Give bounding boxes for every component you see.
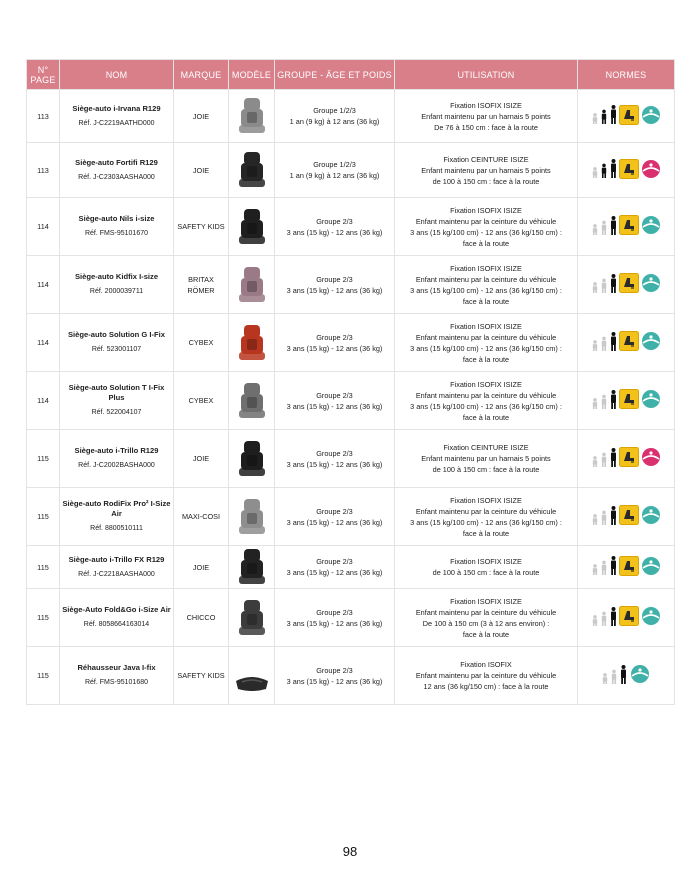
- header-page: N° PAGE: [27, 60, 60, 90]
- usage-line: 3 ans (15 kg/100 cm) - 12 ans (36 kg/150 cm) :: [410, 517, 562, 527]
- product-reference: Réf. 2000039711: [89, 288, 144, 295]
- car-seat-image: [232, 655, 272, 697]
- usage-line: De 100 à 150 cm (3 à 12 ans environ) :: [422, 618, 550, 628]
- product-name: Siège-auto i-Trillo R129: [74, 446, 159, 455]
- page-number: 98: [342, 844, 358, 859]
- cell-brand: CHICCO: [174, 589, 229, 647]
- cell-usage: [395, 256, 578, 314]
- usage-line: Enfant maintenu par la ceinture du véhicule: [415, 607, 557, 617]
- product-name: Siège-auto i-Trillo FX R129: [68, 554, 165, 564]
- isofix-yellow-icon: [619, 273, 639, 296]
- cell-norms: [578, 430, 675, 488]
- usage-line: face à la route: [462, 412, 510, 422]
- cell-norms: [578, 546, 675, 589]
- isofix-yellow-icon: [619, 331, 639, 354]
- table-row: [27, 647, 675, 705]
- cell-norms: [578, 256, 675, 314]
- group-line: 3 ans (15 kg) - 12 ans (36 kg): [286, 618, 383, 628]
- cell-norms: [578, 314, 675, 372]
- car-seat-image: [232, 264, 272, 306]
- cell-usage: [395, 488, 578, 546]
- isofix-yellow-icon: [619, 215, 639, 238]
- usage-line: 3 ans (15 kg/100 cm) - 12 ans (36 kg/150 cm) :: [410, 343, 562, 353]
- cell-usage: [395, 430, 578, 488]
- usage-line: Fixation ISOFIX ISIZE: [450, 596, 522, 606]
- baby-grey-icon: [591, 216, 599, 238]
- table-row: [27, 372, 675, 430]
- cell-page: 115: [27, 488, 60, 546]
- cell-model: [229, 314, 275, 372]
- car-seat-image: [232, 322, 272, 364]
- baby-grey-icon: [591, 159, 599, 181]
- product-reference: Réf. 8058664163014: [83, 621, 150, 628]
- table-row: [27, 256, 675, 314]
- usage-line: Fixation ISOFIX: [460, 660, 512, 669]
- baby-grey-icon: [591, 274, 599, 296]
- cell-usage: [395, 314, 578, 372]
- product-reference: Réf. J-C2219AATHD000: [78, 119, 155, 127]
- group-line: Groupe 1/2/3: [313, 160, 356, 169]
- usage-line: de 100 à 150 cm : face à la route: [432, 465, 540, 474]
- cell-name: [60, 372, 174, 430]
- adult-black-icon: [609, 105, 618, 127]
- usage-line: face à la route: [462, 354, 510, 364]
- group-line: Groupe 2/3: [316, 506, 353, 516]
- cell-group: [275, 546, 395, 589]
- cell-norms: [578, 198, 675, 256]
- cell-group: [275, 90, 395, 143]
- table-row: [27, 198, 675, 256]
- adult-black-icon: [609, 506, 618, 528]
- adult-black-icon: [609, 448, 618, 470]
- product-name: Siège-auto i-Irvana R129: [72, 103, 161, 113]
- table-row: [27, 430, 675, 488]
- child-grey-icon: [600, 390, 608, 412]
- usage-line: Enfant maintenu par la ceinture du véhicule: [415, 274, 557, 284]
- usage-line: face à la route: [462, 238, 510, 248]
- product-reference: Réf. J-C2303AASHA000: [78, 173, 155, 181]
- usage-line: Enfant maintenu par la ceinture du véhicule: [415, 671, 557, 680]
- product-name: Réhausseur Java I-fix: [77, 663, 156, 672]
- group-line: 3 ans (15 kg) - 12 ans (36 kg): [286, 285, 383, 295]
- product-reference: Réf. J-C2002BASHA000: [78, 462, 155, 469]
- child-grey-icon: [610, 665, 618, 687]
- cell-model: [229, 372, 275, 430]
- group-line: Groupe 1/2/3: [313, 106, 356, 115]
- cell-brand: BRITAX RÖMER: [174, 256, 229, 314]
- isofix-yellow-icon: [619, 505, 639, 528]
- cell-brand: CYBEX: [174, 372, 229, 430]
- group-line: Groupe 2/3: [316, 274, 353, 284]
- header-group: GROUPE - ÂGE ET POIDS: [275, 60, 395, 90]
- cell-model: [229, 430, 275, 488]
- cell-usage: [395, 90, 578, 143]
- product-name: Siège-auto Kidfix I-size: [74, 272, 159, 281]
- product-reference: Réf. FMS-95101680: [84, 679, 149, 686]
- cell-norms: [578, 372, 675, 430]
- group-line: Groupe 2/3: [316, 557, 353, 566]
- cell-page: 114: [27, 314, 60, 372]
- adult-black-icon: [609, 556, 618, 578]
- cell-page: 114: [27, 256, 60, 314]
- group-line: 3 ans (15 kg) - 12 ans (36 kg): [286, 517, 383, 527]
- usage-line: Enfant maintenu par la ceinture du véhicule: [415, 216, 557, 226]
- group-line: Groupe 2/3: [316, 216, 353, 226]
- cell-group: [275, 256, 395, 314]
- cell-model: [229, 546, 275, 589]
- product-reference: Réf. 8800510111: [90, 525, 143, 532]
- cell-page: 113: [27, 90, 60, 143]
- cell-model: [229, 143, 275, 198]
- cell-name: [60, 430, 174, 488]
- child-grey-icon: [600, 506, 608, 528]
- cell-norms: [578, 647, 675, 705]
- baby-grey-icon: [591, 556, 599, 578]
- norms-icons: [579, 556, 673, 579]
- norms-icons: [579, 389, 673, 412]
- table-row: [27, 589, 675, 647]
- group-line: 1 an (9 kg) à 12 ans (36 kg): [289, 171, 380, 180]
- cell-norms: [578, 488, 675, 546]
- usage-line: Enfant maintenu par la ceinture du véhicule: [415, 506, 557, 516]
- usage-line: Enfant maintenu par la ceinture du véhicule: [415, 390, 557, 400]
- cell-group: [275, 589, 395, 647]
- group-line: Groupe 2/3: [316, 448, 353, 458]
- cell-brand: JOIE: [174, 430, 229, 488]
- norms-icons: [579, 664, 673, 687]
- baby-grey-icon: [591, 105, 599, 127]
- cell-model: [229, 90, 275, 143]
- group-line: 3 ans (15 kg) - 12 ans (36 kg): [286, 401, 383, 411]
- usage-line: De 76 à 150 cm : face à la route: [434, 122, 538, 132]
- usage-line: face à la route: [462, 629, 510, 639]
- usage-line: Fixation ISOFIX ISIZE: [450, 557, 522, 566]
- table-row: [27, 546, 675, 589]
- norms-icons: [579, 273, 673, 296]
- table-row: [27, 314, 675, 372]
- usage-line: de 100 à 150 cm : face à la route: [432, 176, 540, 186]
- usage-line: Fixation ISOFIX ISIZE: [450, 263, 522, 273]
- cell-name: [60, 647, 174, 705]
- car-seat-image: [232, 597, 272, 639]
- header-brand: MARQUE: [174, 60, 229, 90]
- cell-page: 113: [27, 143, 60, 198]
- isofix-yellow-icon: [619, 556, 639, 579]
- child-grey-icon: [600, 448, 608, 470]
- cell-model: [229, 647, 275, 705]
- usage-line: Fixation ISOFIX ISIZE: [450, 321, 522, 331]
- cell-usage: [395, 647, 578, 705]
- cell-name: [60, 546, 174, 589]
- group-line: 1 an (9 kg) à 12 ans (36 kg): [289, 117, 380, 126]
- cell-name: [60, 90, 174, 143]
- car-seat-image: [232, 206, 272, 248]
- usage-line: Enfant maintenu par un harnais 5 points: [421, 111, 551, 121]
- product-reference: Réf. FMS-95101670: [84, 230, 149, 237]
- usage-line: Fixation ISOFIX ISIZE: [450, 495, 522, 505]
- car-seat-image: [232, 438, 272, 480]
- isize-teal-icon: [640, 215, 662, 238]
- adult-black-icon: [609, 332, 618, 354]
- isize-pink-icon: [640, 447, 662, 470]
- cell-brand: SAFETY KIDS: [174, 647, 229, 705]
- cell-group: [275, 647, 395, 705]
- product-name: Siège-auto Solution G I-Fix: [67, 330, 166, 339]
- product-name: Siège-auto Solution T I-Fix Plus: [68, 383, 165, 402]
- group-line: 3 ans (15 kg) - 12 ans (36 kg): [286, 459, 383, 469]
- car-seat-image: [232, 546, 272, 588]
- cell-model: [229, 256, 275, 314]
- cell-group: [275, 488, 395, 546]
- table-row: [27, 90, 675, 143]
- cell-page: 115: [27, 430, 60, 488]
- car-seat-image: [232, 95, 272, 137]
- isofix-yellow-icon: [619, 606, 639, 629]
- usage-line: Fixation CEINTURE ISIZE: [443, 443, 529, 452]
- baby-grey-icon: [591, 607, 599, 629]
- isofix-yellow-icon: [619, 105, 639, 128]
- header-usage: UTILISATION: [395, 60, 578, 90]
- cell-group: [275, 314, 395, 372]
- cell-group: [275, 430, 395, 488]
- child-black-icon: [600, 159, 608, 181]
- usage-line: Fixation ISOFIX ISIZE: [450, 205, 522, 215]
- isofix-yellow-icon: [619, 159, 639, 182]
- baby-grey-icon: [591, 506, 599, 528]
- isofix-yellow-icon: [619, 389, 639, 412]
- norms-icons: [579, 215, 673, 238]
- cell-usage: [395, 589, 578, 647]
- product-name: Siège-auto RodiFix Pro² I-Size Air: [62, 499, 171, 518]
- usage-line: face à la route: [462, 528, 510, 538]
- cell-model: [229, 198, 275, 256]
- cell-page: 114: [27, 372, 60, 430]
- cell-name: [60, 256, 174, 314]
- header-name: NOM: [60, 60, 174, 90]
- usage-line: face à la route: [462, 296, 510, 306]
- car-seat-image: [232, 149, 272, 191]
- cell-name: [60, 589, 174, 647]
- isize-teal-icon: [640, 331, 662, 354]
- cell-brand: JOIE: [174, 143, 229, 198]
- isize-teal-icon: [640, 606, 662, 629]
- cell-brand: JOIE: [174, 90, 229, 143]
- child-black-icon: [600, 105, 608, 127]
- group-line: 3 ans (15 kg) - 12 ans (36 kg): [286, 676, 383, 686]
- isize-teal-icon: [640, 105, 662, 128]
- product-reference: Réf. J-C2218AASHA000: [78, 570, 155, 578]
- child-grey-icon: [600, 607, 608, 629]
- child-grey-icon: [600, 274, 608, 296]
- table-row: [27, 488, 675, 546]
- table-header-row: [27, 60, 675, 90]
- usage-line: Fixation ISOFIX ISIZE: [450, 379, 522, 389]
- child-grey-icon: [600, 216, 608, 238]
- usage-line: 3 ans (15 kg/100 cm) - 12 ans (36 kg/150 cm) :: [410, 227, 562, 237]
- group-line: Groupe 2/3: [316, 332, 353, 342]
- group-line: 3 ans (15 kg) - 12 ans (36 kg): [286, 568, 383, 577]
- cell-usage: [395, 372, 578, 430]
- child-grey-icon: [600, 556, 608, 578]
- product-name: Siège-Auto Fold&Go i-Size Air: [62, 605, 171, 614]
- cell-name: [60, 314, 174, 372]
- group-line: 3 ans (15 kg) - 12 ans (36 kg): [286, 227, 383, 237]
- norms-icons: [579, 606, 673, 629]
- baby-grey-icon: [591, 332, 599, 354]
- cell-usage: [395, 198, 578, 256]
- usage-line: 12 ans (36 kg/150 cm) : face à la route: [423, 682, 549, 691]
- baby-grey-icon: [591, 448, 599, 470]
- group-line: Groupe 2/3: [316, 607, 353, 617]
- header-norms: NORMES: [578, 60, 675, 90]
- usage-line: 3 ans (15 kg/100 cm) - 12 ans (36 kg/150 cm) :: [410, 401, 562, 411]
- usage-line: Fixation ISOFIX ISIZE: [450, 100, 522, 110]
- car-seat-image: [232, 380, 272, 422]
- cell-name: [60, 143, 174, 198]
- cell-usage: [395, 143, 578, 198]
- header-model: MODÈLE: [229, 60, 275, 90]
- cell-page: 115: [27, 546, 60, 589]
- baby-grey-icon: [601, 665, 609, 687]
- isize-pink-icon: [640, 159, 662, 182]
- isize-teal-icon: [640, 273, 662, 296]
- cell-name: [60, 198, 174, 256]
- cell-model: [229, 488, 275, 546]
- norms-icons: [579, 331, 673, 354]
- cell-norms: [578, 589, 675, 647]
- product-reference: Réf. 522004107: [91, 409, 142, 416]
- cell-norms: [578, 143, 675, 198]
- cell-page: 114: [27, 198, 60, 256]
- cell-brand: SAFETY KIDS: [174, 198, 229, 256]
- baby-grey-icon: [591, 390, 599, 412]
- cell-group: [275, 143, 395, 198]
- cell-brand: MAXI-COSI: [174, 488, 229, 546]
- isize-teal-icon: [640, 389, 662, 412]
- usage-line: Enfant maintenu par un harnais 5 points: [421, 454, 551, 463]
- norms-icons: [579, 505, 673, 528]
- usage-line: de 100 à 150 cm : face à la route: [432, 568, 540, 577]
- product-reference: Réf. 523001107: [91, 346, 142, 353]
- adult-black-icon: [609, 390, 618, 412]
- isofix-yellow-icon: [619, 447, 639, 470]
- table-row: [27, 143, 675, 198]
- group-line: 3 ans (15 kg) - 12 ans (36 kg): [286, 343, 383, 353]
- usage-line: Enfant maintenu par un harnais 5 points: [421, 165, 551, 175]
- cell-page: 115: [27, 647, 60, 705]
- group-line: Groupe 2/3: [316, 390, 353, 400]
- adult-black-icon: [609, 607, 618, 629]
- cell-model: [229, 589, 275, 647]
- norms-icons: [579, 105, 673, 128]
- cell-usage: [395, 546, 578, 589]
- norms-icons: [579, 447, 673, 470]
- product-name: Siège-auto Fortifi R129: [75, 157, 158, 167]
- adult-black-icon: [619, 665, 628, 687]
- usage-line: Fixation CEINTURE ISIZE: [443, 154, 529, 164]
- norms-icons: [579, 159, 673, 182]
- usage-line: Enfant maintenu par la ceinture du véhicule: [415, 332, 557, 342]
- product-table: [26, 59, 675, 705]
- cell-norms: [578, 90, 675, 143]
- isize-teal-icon: [640, 505, 662, 528]
- adult-black-icon: [609, 274, 618, 296]
- group-line: Groupe 2/3: [316, 665, 353, 675]
- adult-black-icon: [609, 216, 618, 238]
- isize-teal-icon: [629, 664, 651, 687]
- usage-line: 3 ans (15 kg/100 cm) - 12 ans (36 kg/150 cm) :: [410, 285, 562, 295]
- car-seat-image: [232, 496, 272, 538]
- cell-group: [275, 372, 395, 430]
- child-grey-icon: [600, 332, 608, 354]
- product-name: Siège-auto Nils i-size: [78, 214, 155, 223]
- cell-brand: JOIE: [174, 546, 229, 589]
- cell-group: [275, 198, 395, 256]
- cell-brand: CYBEX: [174, 314, 229, 372]
- cell-page: 115: [27, 589, 60, 647]
- cell-name: [60, 488, 174, 546]
- isize-teal-icon: [640, 556, 662, 579]
- adult-black-icon: [609, 159, 618, 181]
